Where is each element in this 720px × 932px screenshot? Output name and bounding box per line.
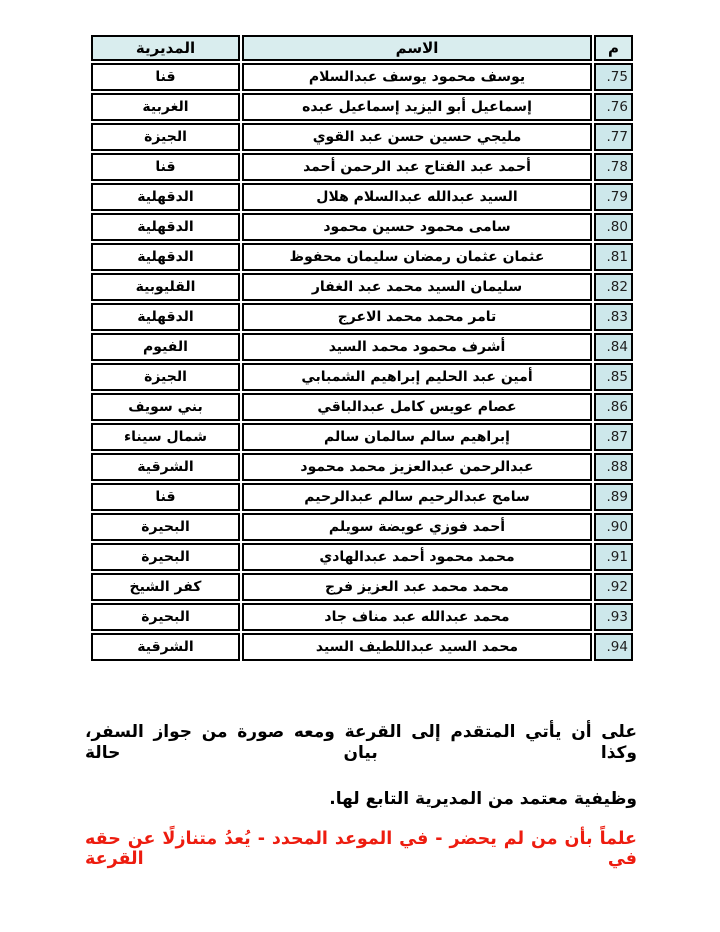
header-number: م (594, 35, 633, 61)
row-number-cell: .76 (594, 93, 633, 121)
table-row (91, 453, 633, 481)
table-row (91, 543, 633, 571)
row-name-cell: أمين عبد الحليم إبراهيم الشمبابي (242, 363, 592, 391)
row-number-cell: .92 (594, 573, 633, 601)
table-row (91, 483, 633, 511)
row-directorate-cell: البحيرة (91, 543, 240, 571)
row-number-cell: .80 (594, 213, 633, 241)
row-number-cell: .85 (594, 363, 633, 391)
row-directorate-cell: الدقهلية (91, 183, 240, 211)
table-row (91, 363, 633, 391)
row-name-cell: إبراهيم سالم سالمان سالم (242, 423, 592, 451)
row-number-cell: .88 (594, 453, 633, 481)
row-number-cell: .75 (594, 63, 633, 91)
row-name-cell: عثمان عثمان رمضان سليمان محفوظ (242, 243, 592, 271)
row-directorate-cell: البحيرة (91, 513, 240, 541)
row-directorate-cell: كفر الشيخ (91, 573, 240, 601)
row-directorate-cell: الدقهلية (91, 303, 240, 331)
row-name-cell: السيد عبدالله عبدالسلام هلال (242, 183, 592, 211)
row-directorate-cell: الشرقية (91, 453, 240, 481)
row-number-cell: .94 (594, 633, 633, 661)
row-name-cell: تامر محمد محمد الاعرج (242, 303, 592, 331)
row-name-cell: عبدالرحمن عبدالعزيز محمد محمود (242, 453, 592, 481)
row-number-cell: .87 (594, 423, 633, 451)
header-directorate: المديرية (91, 35, 240, 61)
table-row (91, 633, 633, 661)
row-directorate-cell: قنا (91, 153, 240, 181)
note-line-1: على أن يأتي المتقدم إلى القرعة ومعه صورة من جواز السفر، وكذا بيان حالة (85, 722, 637, 764)
table-row (91, 93, 633, 121)
row-number-cell: .93 (594, 603, 633, 631)
row-directorate-cell: شمال سيناء (91, 423, 240, 451)
row-name-cell: أحمد فوزي عويضة سويلم (242, 513, 592, 541)
row-name-cell: عصام عويس كامل عبدالباقي (242, 393, 592, 421)
row-number-cell: .86 (594, 393, 633, 421)
row-name-cell: مليجي حسين حسن عبد القوي (242, 123, 592, 151)
row-number-cell: .90 (594, 513, 633, 541)
row-name-cell: سامح عبدالرحيم سالم عبدالرحيم (242, 483, 592, 511)
table-row (91, 303, 633, 331)
row-directorate-cell: الجيزة (91, 123, 240, 151)
table-row (91, 513, 633, 541)
row-name-cell: محمد محمود أحمد عبدالهادي (242, 543, 592, 571)
table-header-row (91, 35, 633, 61)
table-row (91, 273, 633, 301)
row-number-cell: .91 (594, 543, 633, 571)
table-row (91, 213, 633, 241)
row-directorate-cell: الشرقية (91, 633, 240, 661)
row-number-cell: .82 (594, 273, 633, 301)
table-body (91, 63, 633, 661)
row-name-cell: أحمد عبد الفتاح عبد الرحمن أحمد (242, 153, 592, 181)
row-directorate-cell: الجيزة (91, 363, 240, 391)
row-directorate-cell: الدقهلية (91, 243, 240, 271)
table-row (91, 393, 633, 421)
row-name-cell: أشرف محمود محمد السيد (242, 333, 592, 361)
row-number-cell: .89 (594, 483, 633, 511)
applicants-table (89, 33, 635, 663)
row-number-cell: .77 (594, 123, 633, 151)
row-directorate-cell: القليوبية (91, 273, 240, 301)
table-row (91, 243, 633, 271)
row-number-cell: .84 (594, 333, 633, 361)
row-name-cell: محمد محمد عبد العزيز فرج (242, 573, 592, 601)
row-directorate-cell: بني سويف (91, 393, 240, 421)
table-row (91, 573, 633, 601)
row-name-cell: إسماعيل أبو اليزيد إسماعيل عبده (242, 93, 592, 121)
table-row (91, 603, 633, 631)
row-name-cell: سامى محمود حسين محمود (242, 213, 592, 241)
header-name: الاسم (242, 35, 592, 61)
warning-text: علماً بأن من لم يحضر - في الموعد المحدد - يُعدُ متنازلًا عن حقه في القرعة (85, 828, 637, 869)
table-row (91, 183, 633, 211)
row-directorate-cell: قنا (91, 63, 240, 91)
row-name-cell: محمد السيد عبداللطيف السيد (242, 633, 592, 661)
table-row (91, 333, 633, 361)
row-directorate-cell: قنا (91, 483, 240, 511)
row-directorate-cell: الفيوم (91, 333, 240, 361)
table-row (91, 63, 633, 91)
table-row (91, 423, 633, 451)
note-line-2: وظيفية معتمد من المديرية التابع لها. (329, 788, 637, 809)
row-directorate-cell: الدقهلية (91, 213, 240, 241)
footer-notes (85, 710, 637, 869)
row-name-cell: محمد عبدالله عبد مناف جاد (242, 603, 592, 631)
row-number-cell: .81 (594, 243, 633, 271)
table-row (91, 153, 633, 181)
table-row (91, 123, 633, 151)
row-name-cell: يوسف محمود يوسف عبدالسلام (242, 63, 592, 91)
row-number-cell: .79 (594, 183, 633, 211)
row-name-cell: سليمان السيد محمد عبد الغفار (242, 273, 592, 301)
row-directorate-cell: الغربية (91, 93, 240, 121)
row-number-cell: .78 (594, 153, 633, 181)
row-number-cell: .83 (594, 303, 633, 331)
row-directorate-cell: البحيرة (91, 603, 240, 631)
